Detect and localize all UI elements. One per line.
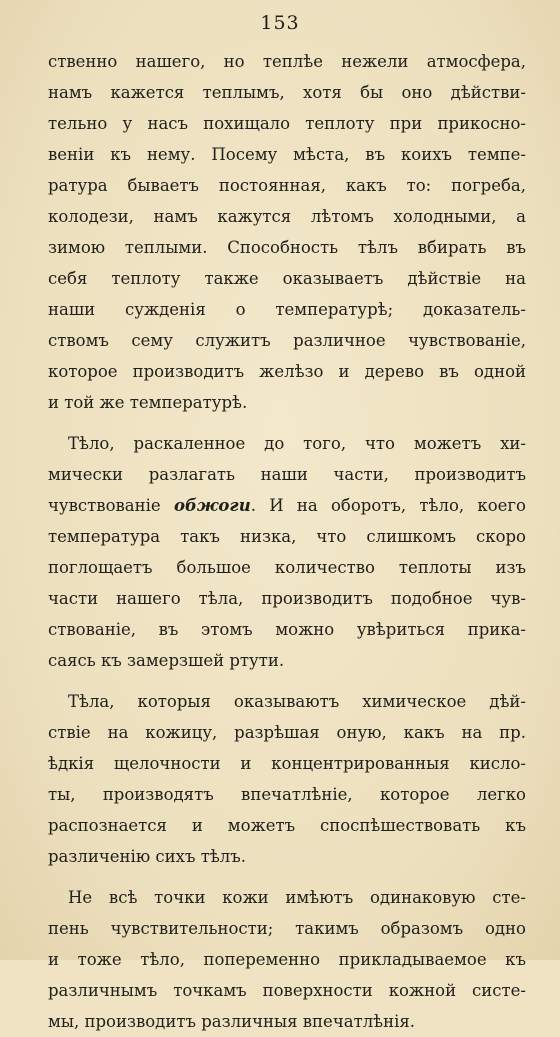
text-line: которое производитъ желѣзо и дерево въ одной	[48, 362, 526, 381]
text-line: мически разлагать наши части, производитъ	[48, 465, 526, 484]
text-line: Не всѣ точки кожи имѣютъ одинаковую сте-	[68, 888, 526, 907]
paragraph-2	[48, 428, 526, 676]
text-line: ствованіе, въ этомъ можно увѣриться прика-	[48, 620, 526, 639]
text-line: различнымъ точкамъ поверхности кожной систе-	[48, 981, 526, 1000]
text-line: саясь къ замерзшей ртути.	[48, 651, 285, 670]
text-line: ствіе на кожицу, разрѣшая оную, какъ на пр.	[48, 723, 526, 742]
text-line: веніи къ нему. Посему мѣста, въ коихъ темпе-	[48, 145, 526, 164]
text-line: намъ кажется теплымъ, хотя бы оно дѣйстви-	[48, 83, 526, 102]
text-line: части нашего тѣла, производитъ подобное чув-	[48, 589, 526, 608]
text-line: поглощаетъ большое количество теплоты изъ	[48, 558, 526, 577]
line-start: чувствованіе	[48, 496, 174, 515]
emphasized-word: обжоги	[173, 496, 251, 515]
text-line: и тоже тѣло, попеременно прикладываемое къ	[48, 950, 526, 969]
text-line: температура такъ низка, что слишкомъ скоро	[48, 527, 526, 546]
text-line: ственно нашего, но теплѣе нежели атмосфера,	[48, 52, 526, 71]
text-line: и той же температурѣ.	[48, 393, 248, 412]
paragraph-1	[48, 46, 526, 418]
line-end: . И на оборотъ, тѣло, коего	[250, 496, 526, 515]
text-line: ствомъ сему служитъ различное чувствованіе,	[48, 331, 526, 350]
text-line: себя теплоту также оказываетъ дѣйствіе на	[48, 269, 526, 288]
text-line: ратура бываетъ постоянная, какъ то: погреба,	[48, 176, 526, 195]
text-line: ты, производятъ впечатлѣніе, которое легко	[48, 785, 526, 804]
text-line: наши сужденія о температурѣ; доказатель-	[48, 300, 526, 319]
text-line: колодези, намъ кажутся лѣтомъ холодными, а	[48, 207, 526, 226]
text-line-with-emphasis	[48, 490, 526, 521]
paragraph-3	[48, 686, 526, 872]
text-line: Тѣло, раскаленное до того, что можетъ хи-	[68, 434, 526, 453]
body-text	[48, 46, 526, 1037]
text-line: тельно у насъ похищало теплоту при прикосно-	[48, 114, 526, 133]
text-line: различенію сихъ тѣлъ.	[48, 847, 247, 866]
text-line: пень чувствительности; такимъ образомъ одно	[48, 919, 526, 938]
text-line: ѣдкія щелочности и концентрированныя кисло-	[48, 754, 526, 773]
page-number: 153	[260, 12, 300, 34]
text-line: Тѣла, которыя оказываютъ химическое дѣй-	[68, 692, 526, 711]
text-line: распознается и можетъ споспѣшествовать къ	[48, 816, 526, 835]
text-line: зимою теплыми. Способность тѣлъ вбирать въ	[48, 238, 526, 257]
text-line: мы, производитъ различныя впечатлѣнія.	[48, 1012, 416, 1031]
